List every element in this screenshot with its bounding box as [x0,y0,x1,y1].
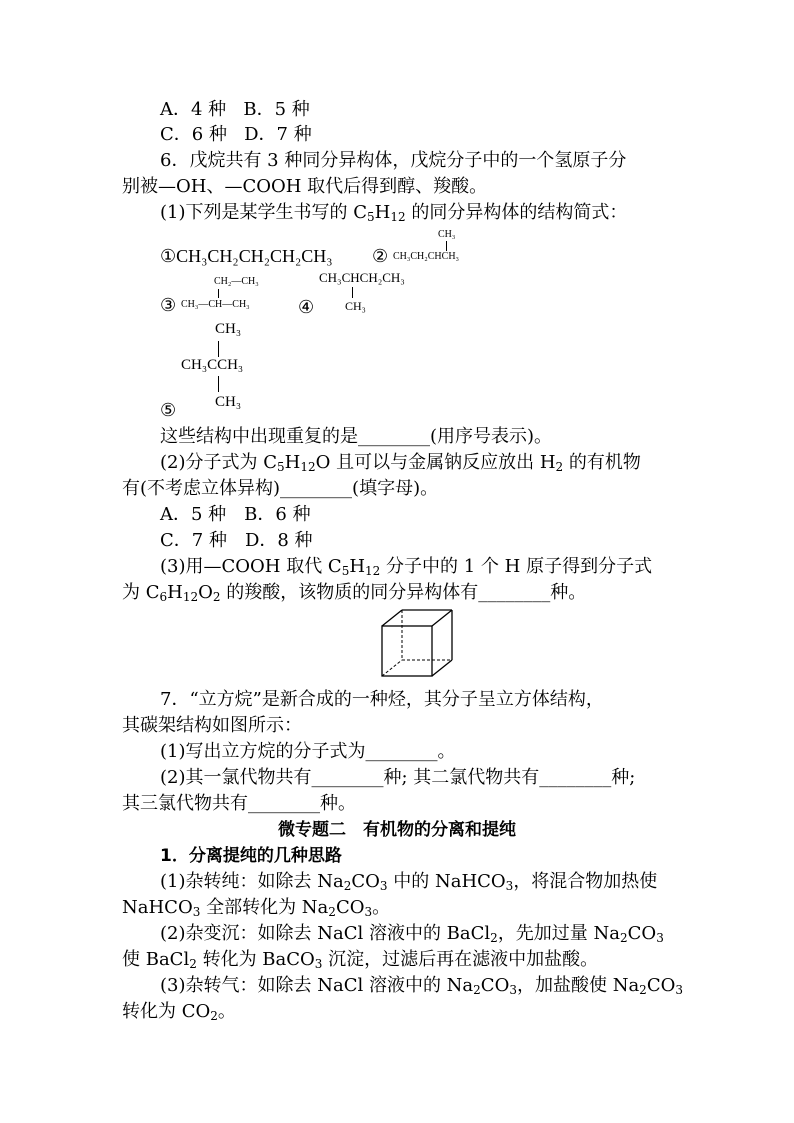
section-title: 微专题二 有机物的分离和提纯 [278,820,516,840]
structure-5-label: ⑤ [160,400,177,420]
q6-part2-line2: 有(不考虑立体异构)________(填字母)。 [122,478,439,499]
structure-2-main: CH₃CH₂CHCH₃ [393,251,460,262]
q5-option-b: B．5 种 [243,99,310,120]
q5-options-row1 [160,98,310,122]
structure-4-bond [352,287,353,298]
structure-3-top: CH₂—CH₃ [214,276,259,287]
q6-stem-line2: 别被—OH、—COOH 取代后得到醇、羧酸。 [122,176,488,197]
q5-option-d: D．7 种 [244,124,312,145]
q6-part2-options-row2: C．7 种 D．8 种 [160,530,313,551]
method-a-line1: (1)杂转纯：如除去 $Na_2CO_3$ 中的 NaHCO$_3$，将混合物加热使 [160,871,658,893]
structure-5-bottom: CH₃ [215,394,242,410]
q7-stem-line1: 7．“立方烷”是新合成的一种烃，其分子呈立方体结构， [160,689,604,710]
q7-part1: (1)写出立方烷的分子式为________。 [160,741,456,762]
structure-2-label: ② [372,246,389,266]
q7-part2-line1: (2)其一氯代物共有________种; 其二氯代物共有________种; [160,767,636,788]
q7-stem-line2: 其碳架结构如图所示： [122,715,302,736]
structure-1-formula: CH₃CH₂CH₂CH₂CH₃ [176,246,333,266]
structure-5-bond-top [218,341,219,357]
structure-1-label: ① [160,246,177,266]
cubane-cube-figure [378,606,458,682]
q6-part3-line2: 为 $C_6H_{12}O_2$ 的羧酸，该物质的同分异构体有________种。 [122,582,587,604]
structure-2-top: CH₃ [438,229,456,240]
method-b-line1: (2)杂变沉：如除去 NaCl 溶液中的 BaCl$_2$，先加过量 $Na_2CO_3$ [160,923,664,945]
method-c-line1: (3)杂转气：如除去 NaCl 溶液中的 $Na_2CO_3$，加盐酸使 $Na_2CO_3$ [160,975,683,997]
q6-part2-line1: (2)分子式为 $C_5H_{12}O$ 且可以与金属钠反应放出 $H_2$ 的有机物 [160,452,641,474]
structure-5-top: CH₃ [215,321,242,337]
q6-part3-line1: (3)用—COOH 取代 $C_5H_{12}$ 分子中的 1 个 H 原子得到分子式 [160,556,653,578]
section-subtitle: 1．分离提纯的几种思路 [160,846,342,866]
q5-option-c: C．6 种 [160,124,227,145]
structure-4-main: CH₃CHCH₂CH₃ [319,270,405,285]
q5-options-row2 [160,123,312,147]
structure-2-bond [446,241,447,251]
structure-3-bond [218,289,219,298]
q6-stem-line1: 6．戊烷共有 3 种同分异构体，戊烷分子中的一个氢原子分 [160,150,627,171]
q7-part2-line2: 其三氯代物共有________种。 [122,793,356,814]
q6-part1: (1)下列是某学生书写的 $C_5H_{12}$ 的同分异构体的结构简式： [160,202,628,224]
q5-option-a: A．4 种 [160,99,227,120]
structure-4-bottom: CH₃ [345,299,366,313]
structure-5-main: CH₃CCH₃ [181,357,244,373]
q6-repeat-question: 这些结构中出现重复的是________(用序号表示)。 [160,426,553,447]
q6-part2-options-row1: A．5 种 B．6 种 [160,504,311,525]
structure-3-label: ③ [160,295,177,315]
structure-4-label: ④ [298,297,315,317]
structure-3-main: CH₃—CH—CH₃ [181,299,250,310]
method-c-line2: 转化为 $CO_2$。 [122,1001,236,1023]
method-b-line2: 使 BaCl$_2$ 转化为 BaCO$_3$ 沉淀，过滤后再在滤液中加盐酸。 [122,949,599,971]
structure-5-bond-bottom [218,376,219,392]
structure-1 [160,246,333,267]
method-a-line2: NaHCO$_3$ 全部转化为 $Na_2CO_3$。 [122,897,391,919]
